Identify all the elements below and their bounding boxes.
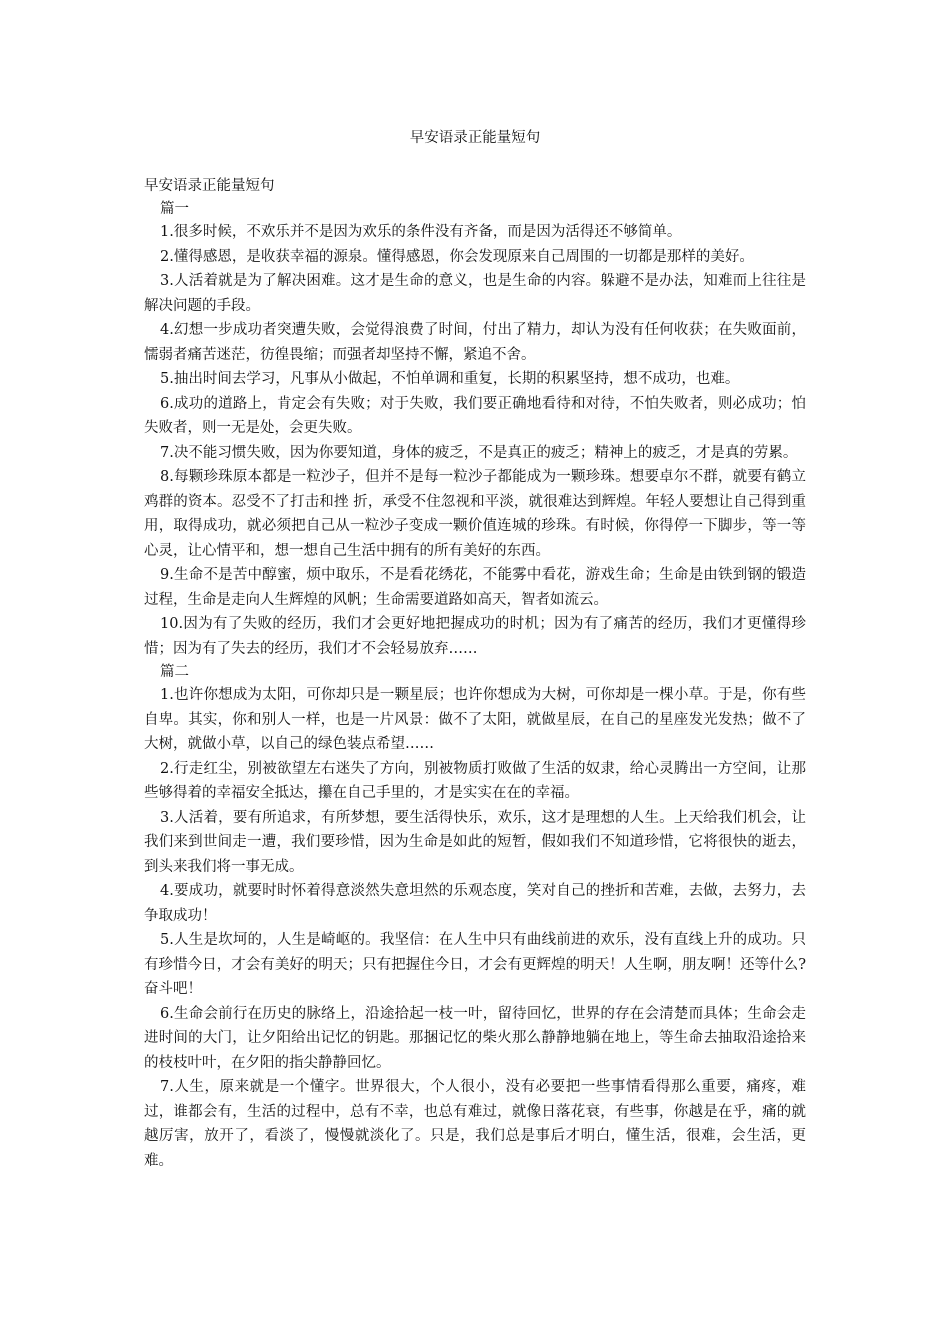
document-subtitle: 早安语录正能量短句 [144,178,275,194]
paragraph: 3.人活着就是为了解决困难。这才是生命的意义，也是生命的内容。躲避不是办法，知难而上往往是解决问题的手段。 [144,273,806,314]
section-1 [144,198,806,661]
paragraph: 3.人活着，要有所追求，有所梦想，要生活得快乐，欢乐，这才是理想的人生。上天给我们机会，让我们来到世间走一遭，我们要珍惜，因为生命是如此的短暂，假如我们不知道珍惜，它将很快的逝去，到头来我们将一事无成。 [144,809,806,875]
paragraph: 6.生命会前行在历史的脉络上，沿途拾起一枝一叶，留待回忆，世界的存在会清楚而具体；生命会走进时间的大门，让夕阳给出记忆的钥匙。那捆记忆的柴火那么静静地躺在地上，等生命去抽取沿途拾来的枝枝叶叶，在夕阳的指尖静静回忆。 [144,1005,806,1071]
paragraph: 10.因为有了失败的经历，我们才会更好地把握成功的时机；因为有了痛苦的经历，我们才更懂得珍惜；因为有了失去的经历，我们才不会轻易放弃…… [144,616,806,657]
paragraph: 8.每颗珍珠原本都是一粒沙子，但并不是每一粒沙子都能成为一颗珍珠。想要卓尔不群，就要有鹤立鸡群的资本。忍受不了打击和挫 折，承受不住忽视和平淡，就很难达到辉煌。年轻人要想让自己得到重用，取得成功，就必须把自己从一粒沙子变成一颗价值连城的珍珠。有时候，你得停一下脚步，等一等心灵，让心情平和，想一想自己生活中拥有的所有美好的东西。 [144,469,806,559]
section-heading: 篇二 [160,664,189,680]
paragraph: 5.人生是坎坷的，人生是崎岖的。我坚信：在人生中只有曲线前进的欢乐，没有直线上升的成功。只有珍惜今日，才会有美好的明天；只有把握住今日，才会有更辉煌的明天！人生啊，朋友啊！还等什么?奋斗吧！ [144,932,806,997]
section-heading: 篇一 [160,201,189,217]
paragraph: 6.成功的道路上，肯定会有失败；对于失败，我们要正确地看待和对待，不怕失败者，则必成功；怕失败者，则一无是处，会更失败。 [144,395,806,436]
paragraph: 7.决不能习惯失败，因为你要知道，身体的疲乏，不是真正的疲乏；精神上的疲乏，才是真的劳累。 [160,444,798,461]
paragraph: 7.人生，原来就是一个懂字。世界很大，个人很小，没有必要把一些事情看得那么重要，痛疼，难过，谁都会有，生活的过程中，总有不幸，也总有难过，就像日落花衰，有些事，你越是在乎，痛的就越厉害，放开了，看淡了，慢慢就淡化了。只是，我们总是事后才明白，懂生活，很难，会生活，更难。 [144,1079,806,1169]
paragraph: 4.要成功，就要时时怀着得意淡然失意坦然的乐观态度，笑对自己的挫折和苦难，去做，去努力，去争取成功！ [144,883,806,924]
paragraph: 2.行走红尘，别被欲望左右迷失了方向，别被物质打败做了生活的奴隶，给心灵腾出一方空间，让那些够得着的幸福安全抵达，攥在自己手里的，才是实实在在的幸福。 [144,760,806,801]
paragraph: 1.很多时候，不欢乐并不是因为欢乐的条件没有齐备，而是因为活得还不够简单。 [160,224,682,240]
section-2 [144,661,806,1173]
paragraph: 9.生命不是苦中醇蜜，烦中取乐，不是看花绣花，不能雾中看花，游戏生命；生命是由铁到钢的锻造过程，生命是走向人生辉煌的风帆；生命需要道路如高天，智者如流云。 [144,567,806,608]
paragraph: 4.幻想一步成功者突遭失败，会觉得浪费了时间，付出了精力，却认为没有任何收获；在失败面前，懦弱者痛苦迷茫，彷徨畏缩；而强者却坚持不懈，紧追不舍。 [144,322,806,363]
document-title: 早安语录正能量短句 [409,130,541,146]
paragraph: 1.也许你想成为太阳，可你却只是一颗星辰；也许你想成为大树，可你却是一棵小草。于是，你有些自卑。其实，你和别人一样，也是一片风景：做不了太阳，就做星辰，在自己的星座发光发热；做不了大树，就做小草，以自己的绿色装点希望…… [144,687,806,752]
paragraph: 5.抽出时间去学习，凡事从小做起，不怕单调和重复，长期的积累坚持，想不成功，也难。 [160,371,740,387]
paragraph: 2.懂得感恩，是收获幸福的源泉。懂得感恩，你会发现原来自己周围的一切都是那样的美好。 [160,248,754,265]
